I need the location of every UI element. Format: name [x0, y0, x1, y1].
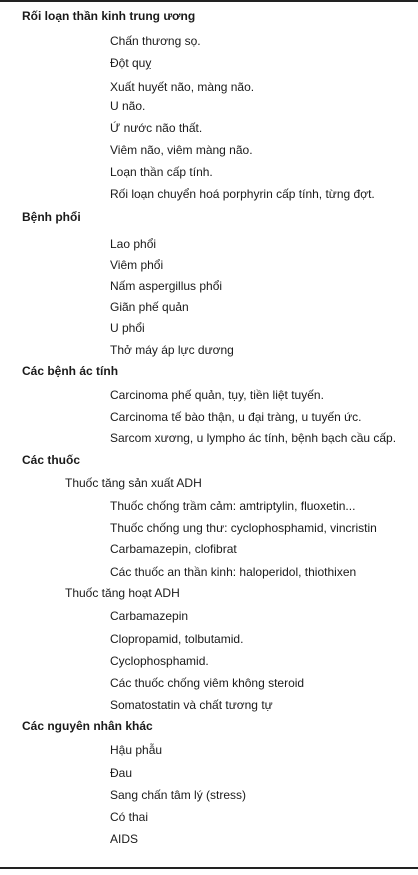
top-rule: [0, 0, 418, 2]
list-item: Carcinoma phế quản, tụy, tiền liệt tuyến.: [110, 388, 324, 402]
list-item: Carbamazepin: [110, 609, 189, 623]
list-item: Đau: [110, 766, 133, 780]
list-item: Giãn phế quản: [110, 300, 189, 314]
list-item: Xuất huyết não, màng não.: [110, 80, 255, 94]
subgroup-title: Thuốc tăng hoạt ADH: [65, 586, 180, 600]
list-item: Sarcom xương, u lympho ác tính, bệnh bạch cầu cấp.: [110, 431, 397, 445]
bottom-rule: [0, 867, 418, 869]
list-item: Cyclophosphamid.: [110, 654, 209, 668]
list-item: Carcinoma tế bào thận, u đại tràng, u tuyến ức.: [110, 410, 362, 424]
section-heading-lung: Bệnh phổi: [22, 210, 81, 224]
section-heading-cns: Rối loạn thần kinh trung ương: [22, 9, 196, 23]
list-item: Có thai: [110, 810, 149, 824]
list-item: Nấm aspergillus phổi: [110, 279, 223, 293]
list-item: Clopropamid, tolbutamid.: [110, 632, 244, 646]
list-item: Thuốc chống ung thư: cyclophosphamid, vincristin: [110, 521, 377, 535]
list-item: Thở máy áp lực dương: [110, 343, 234, 357]
list-item: Đột quỵ: [110, 56, 152, 70]
list-item: Somatostatin và chất tương tự: [110, 698, 273, 712]
section-heading-drugs: Các thuốc: [22, 453, 81, 467]
list-item: Loạn thần cấp tính.: [110, 165, 213, 179]
list-item: U não.: [110, 99, 146, 113]
list-item: AIDS: [110, 832, 139, 846]
list-item: U phổi: [110, 321, 145, 335]
list-item: Carbamazepin, clofibrat: [110, 542, 237, 556]
list-item: Sang chấn tâm lý (stress): [110, 788, 247, 802]
list-item: Viêm phổi: [110, 258, 164, 272]
list-item: Ứ nước não thất.: [110, 121, 203, 135]
section-heading-other: Các nguyên nhân khác: [22, 719, 153, 733]
list-item: Hậu phẫu: [110, 743, 163, 757]
subgroup-title: Thuốc tăng sản xuất ADH: [65, 476, 202, 490]
section-heading-malignant: Các bệnh ác tính: [22, 364, 119, 378]
list-item: Rối loạn chuyển hoá porphyrin cấp tính, từng đợt.: [110, 187, 375, 201]
list-item: Viêm não, viêm màng não.: [110, 143, 253, 157]
list-item: Chấn thương sọ.: [110, 34, 201, 48]
list-item: Thuốc chống trầm cảm: amtriptylin, fluoxetin...: [110, 499, 356, 513]
list-item: Lao phổi: [110, 237, 157, 251]
list-item: Các thuốc an thần kinh: haloperidol, thiothixen: [110, 565, 357, 579]
list-item: Các thuốc chống viêm không steroid: [110, 676, 305, 690]
